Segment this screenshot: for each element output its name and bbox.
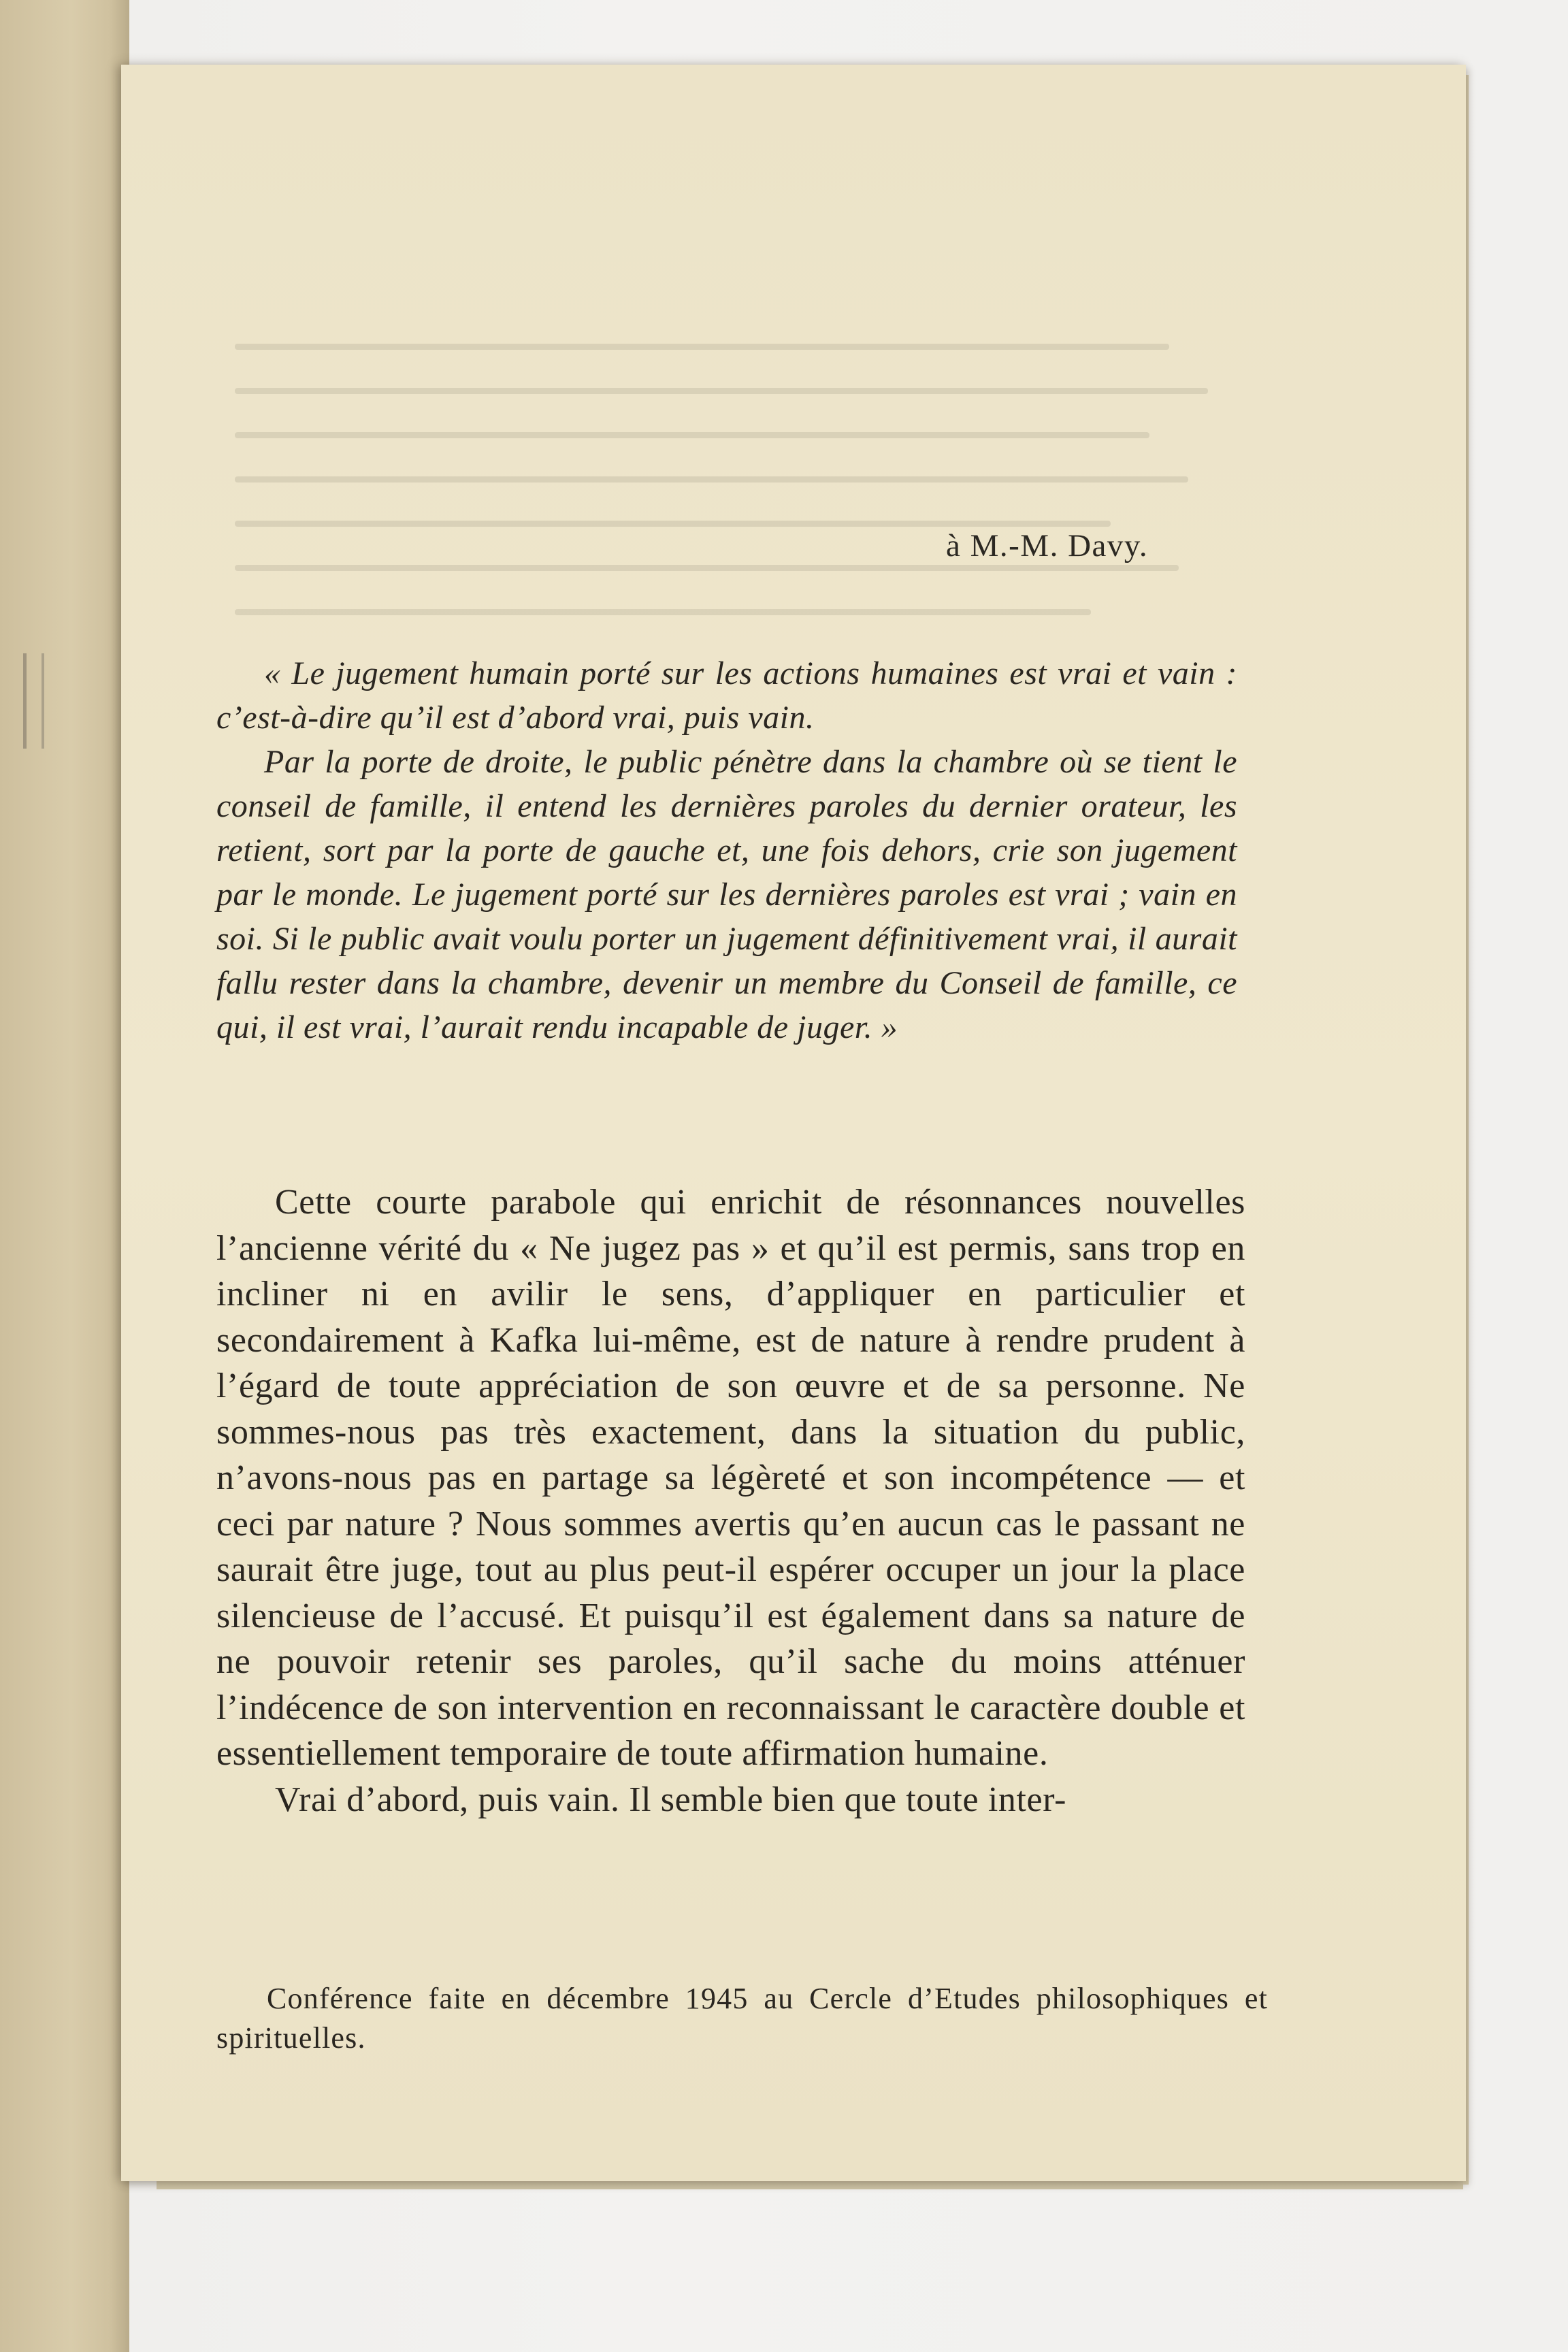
dedication: à M.-M. Davy. [946, 528, 1149, 564]
facing-page-edge [0, 0, 129, 2352]
body-paragraph: Cette courte parabole qui enrichit de résonnances nouvelles l’ancienne vérité du « Ne jugez pas » et qu’il est permis, sans trop en incliner ni en avilir le sens, d’appliquer en particulier et secondairement à Kafka lui-même, est de nature à rendre prudent à l’égard de toute appréciation de son œuvre et de sa personne. Ne sommes-nous pas très exactement, dans la situation du public, n’avons-nous pas en partage sa légèreté et son incompétence — et ceci par nature ? Nous sommes avertis qu’en aucun cas le passant ne saurait être juge, tout au plus peut-il espérer occuper un jour la place silencieuse de l’accusé. Et puisqu’il est également dans sa nature de ne pouvoir retenir ses paroles, qu’il sache du moins atténuer l’indécence de son intervention en reconnaissant le caractère double et essentiellement temporaire de toute affirmation humaine. [216, 1183, 1245, 1773]
footnote [216, 1979, 1268, 2058]
quote-paragraph: Par la porte de droite, le public pénètre dans la chambre où se tient le conseil de famille, il entend les dernières paroles du dernier orateur, les retient, sort par la porte de gauche et, une fois dehors, crie son jugement par le monde. Le jugement porté sur les dernières paroles est vrai ; vain en soi. Si le public avait voulu porter un jugement définitivement vrai, il aurait fallu rester dans la chambre, devenir un membre du Conseil de famille, ce qui, il est vrai, l’aurait rendu incapable de juger. » [216, 744, 1237, 1045]
kafka-quotation [216, 651, 1237, 1049]
page-edge-mark [23, 653, 44, 749]
quote-paragraph: « Le jugement humain porté sur les actions humaines est vrai et vain : c’est-à-dire qu’il est d’abord vrai, puis vain. [216, 655, 1237, 736]
body-text [216, 1179, 1245, 1823]
show-through-text [235, 344, 1208, 657]
footnote-text: Conférence faite en décembre 1945 au Cercle d’Etudes philosophiques et spirituelles. [216, 1982, 1268, 2055]
body-paragraph: Vrai d’abord, puis vain. Il semble bien que toute inter- [275, 1780, 1066, 1819]
